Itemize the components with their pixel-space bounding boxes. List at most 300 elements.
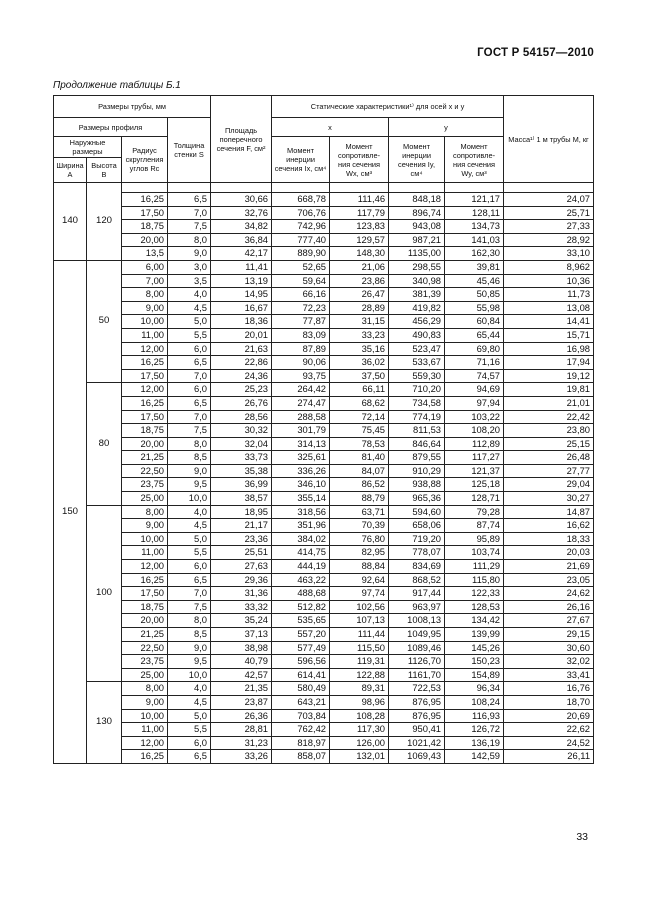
wy-cell: 117,27 [445, 451, 504, 465]
area-cell: 32,76 [211, 206, 272, 220]
table-row [54, 505, 594, 519]
wx-cell: 75,45 [330, 424, 389, 438]
mass-cell: 8,962 [504, 260, 594, 274]
mass-cell: 32,02 [504, 655, 594, 669]
area-cell: 33,73 [211, 451, 272, 465]
mass-cell: 14,87 [504, 505, 594, 519]
mass-cell: 16,76 [504, 682, 594, 696]
ix-cell: 77,87 [272, 315, 330, 329]
wall-cell: 8,5 [168, 451, 211, 465]
table-row [54, 668, 594, 682]
wy-cell: 111,29 [445, 560, 504, 574]
pipe-dims-header: Размеры трубы, мм [54, 96, 211, 118]
wx-cell: 70,39 [330, 519, 389, 533]
iy-cell: 298,55 [389, 260, 445, 274]
mass-cell: 13,08 [504, 301, 594, 315]
table-row [54, 369, 594, 383]
table-row [54, 342, 594, 356]
wy-cell: 115,80 [445, 573, 504, 587]
iy-cell: 594,60 [389, 505, 445, 519]
wall-cell: 5,5 [168, 546, 211, 560]
wy-cell: 60,84 [445, 315, 504, 329]
iy-cell: 965,36 [389, 492, 445, 506]
area-cell: 23,87 [211, 695, 272, 709]
table-row [54, 532, 594, 546]
mass-cell: 18,70 [504, 695, 594, 709]
ix-cell: 596,56 [272, 655, 330, 669]
ix-cell: 318,56 [272, 505, 330, 519]
wx-cell: 63,71 [330, 505, 389, 519]
table-row [54, 546, 594, 560]
iy-cell: 559,30 [389, 369, 445, 383]
mass-cell: 25,71 [504, 206, 594, 220]
wall-cell: 7,5 [168, 424, 211, 438]
wall-cell: 7,0 [168, 587, 211, 601]
iy-cell: 381,39 [389, 288, 445, 302]
wall-cell: 7,5 [168, 220, 211, 234]
radius-cell: 18,75 [122, 220, 168, 234]
wy-cell: 128,71 [445, 492, 504, 506]
wy-cell: 134,73 [445, 220, 504, 234]
radius-cell: 9,00 [122, 519, 168, 533]
height-header: Высота B [87, 158, 122, 183]
wall-cell: 6,5 [168, 396, 211, 410]
radius-cell: 23,75 [122, 478, 168, 492]
mass-cell: 24,52 [504, 736, 594, 750]
table-row [54, 600, 594, 614]
iy-cell: 710,20 [389, 383, 445, 397]
radius-cell: 9,00 [122, 301, 168, 315]
wx-cell: 31,15 [330, 315, 389, 329]
mass-cell: 30,27 [504, 492, 594, 506]
wy-cell: 39,81 [445, 260, 504, 274]
iy-cell: 340,98 [389, 274, 445, 288]
wall-cell: 9,0 [168, 464, 211, 478]
table-row [54, 709, 594, 723]
wall-cell: 7,5 [168, 600, 211, 614]
table-caption: Продолжение таблицы Б.1 [53, 80, 181, 91]
ix-cell: 488,68 [272, 587, 330, 601]
wy-cell: 87,74 [445, 519, 504, 533]
standard-number: ГОСТ Р 54157—2010 [477, 47, 594, 59]
wall-cell: 6,5 [168, 573, 211, 587]
iy-cell: 950,41 [389, 723, 445, 737]
iy-cell: 778,07 [389, 546, 445, 560]
iy-cell: 1161,70 [389, 668, 445, 682]
table-row [54, 736, 594, 750]
wall-cell: 8,0 [168, 233, 211, 247]
table-row [54, 424, 594, 438]
wall-cell: 5,0 [168, 532, 211, 546]
wall-cell: 4,0 [168, 505, 211, 519]
table-row [54, 655, 594, 669]
area-cell: 36,84 [211, 233, 272, 247]
wy-cell: 125,18 [445, 478, 504, 492]
area-cell: 33,32 [211, 600, 272, 614]
empty-cell [272, 183, 330, 193]
wy-cell: 162,30 [445, 247, 504, 261]
wy-cell: 71,16 [445, 356, 504, 370]
wx-cell: 68,62 [330, 396, 389, 410]
mass-cell: 27,67 [504, 614, 594, 628]
ix-cell: 325,61 [272, 451, 330, 465]
area-cell: 23,36 [211, 532, 272, 546]
wall-cell: 8,5 [168, 628, 211, 642]
iy-cell: 1069,43 [389, 750, 445, 764]
radius-cell: 20,00 [122, 437, 168, 451]
area-cell: 31,36 [211, 587, 272, 601]
wx-cell: 37,50 [330, 369, 389, 383]
wy-cell: 96,34 [445, 682, 504, 696]
ix-cell: 643,21 [272, 695, 330, 709]
radius-cell: 25,00 [122, 668, 168, 682]
ix-cell: 444,19 [272, 560, 330, 574]
profile-dims-header: Размеры профиля [54, 118, 168, 137]
radius-cell: 12,00 [122, 560, 168, 574]
iy-cell: 774,19 [389, 410, 445, 424]
area-cell: 37,13 [211, 628, 272, 642]
wy-cell: 145,26 [445, 641, 504, 655]
iy-cell: 1008,13 [389, 614, 445, 628]
wx-cell: 92,64 [330, 573, 389, 587]
ix-cell: 742,96 [272, 220, 330, 234]
mass-cell: 23,05 [504, 573, 594, 587]
ix-cell: 580,49 [272, 682, 330, 696]
wy-cell: 45,46 [445, 274, 504, 288]
radius-cell: 17,50 [122, 369, 168, 383]
radius-cell: 23,75 [122, 655, 168, 669]
ix-cell: 762,42 [272, 723, 330, 737]
wx-cell: 122,88 [330, 668, 389, 682]
ix-cell: 83,09 [272, 328, 330, 342]
area-cell: 28,56 [211, 410, 272, 424]
radius-cell: 16,25 [122, 396, 168, 410]
wall-cell: 4,0 [168, 682, 211, 696]
properties-table [53, 95, 594, 764]
radius-cell: 7,00 [122, 274, 168, 288]
area-cell: 13,19 [211, 274, 272, 288]
area-cell: 38,57 [211, 492, 272, 506]
area-cell: 35,24 [211, 614, 272, 628]
mass-cell: 27,33 [504, 220, 594, 234]
empty-cell [330, 183, 389, 193]
wy-cell: 128,11 [445, 206, 504, 220]
iy-header: Момент инерции сечения Iy, см⁴ [389, 137, 445, 183]
height-cell: 130 [87, 682, 122, 764]
ix-cell: 336,26 [272, 464, 330, 478]
table-row [54, 478, 594, 492]
radius-cell: 11,00 [122, 328, 168, 342]
radius-cell: 10,00 [122, 532, 168, 546]
ix-cell: 777,40 [272, 233, 330, 247]
ix-cell: 535,65 [272, 614, 330, 628]
ix-cell: 87,89 [272, 342, 330, 356]
empty-cell [122, 183, 168, 193]
wx-cell: 89,31 [330, 682, 389, 696]
area-cell: 21,35 [211, 682, 272, 696]
wy-cell: 128,53 [445, 600, 504, 614]
wall-cell: 5,5 [168, 723, 211, 737]
wx-cell: 23,86 [330, 274, 389, 288]
ix-cell: 66,16 [272, 288, 330, 302]
wy-cell: 108,20 [445, 424, 504, 438]
wy-cell: 94,69 [445, 383, 504, 397]
wall-cell: 4,0 [168, 288, 211, 302]
ix-cell: 463,22 [272, 573, 330, 587]
radius-cell: 17,50 [122, 587, 168, 601]
table-row [54, 492, 594, 506]
wall-cell: 5,0 [168, 315, 211, 329]
area-cell: 31,23 [211, 736, 272, 750]
radius-cell: 8,00 [122, 505, 168, 519]
table-row [54, 587, 594, 601]
radius-cell: 12,00 [122, 383, 168, 397]
ix-cell: 512,82 [272, 600, 330, 614]
ix-cell: 314,13 [272, 437, 330, 451]
ix-cell: 858,07 [272, 750, 330, 764]
wx-cell: 117,30 [330, 723, 389, 737]
radius-cell: 8,00 [122, 682, 168, 696]
wall-header: Толщина стенки S [168, 118, 211, 183]
iy-cell: 876,95 [389, 709, 445, 723]
table-row [54, 260, 594, 274]
wx-cell: 81,40 [330, 451, 389, 465]
width-header: Ширина A [54, 158, 87, 183]
table-row [54, 750, 594, 764]
wx-cell: 21,06 [330, 260, 389, 274]
wall-cell: 4,5 [168, 301, 211, 315]
iy-cell: 938,88 [389, 478, 445, 492]
radius-cell: 11,00 [122, 546, 168, 560]
ix-cell: 414,75 [272, 546, 330, 560]
wx-cell: 115,50 [330, 641, 389, 655]
wx-cell: 33,23 [330, 328, 389, 342]
radius-cell: 21,25 [122, 628, 168, 642]
wy-cell: 112,89 [445, 437, 504, 451]
wx-cell: 98,96 [330, 695, 389, 709]
area-cell: 14,95 [211, 288, 272, 302]
table-row [54, 328, 594, 342]
wall-cell: 9,0 [168, 247, 211, 261]
ix-cell: 351,96 [272, 519, 330, 533]
ix-cell: 288,58 [272, 410, 330, 424]
table-header [54, 96, 594, 183]
mass-cell: 24,62 [504, 587, 594, 601]
empty-cell [504, 183, 594, 193]
area-cell: 32,04 [211, 437, 272, 451]
wx-cell: 84,07 [330, 464, 389, 478]
iy-cell: 987,21 [389, 233, 445, 247]
wall-cell: 8,0 [168, 437, 211, 451]
radius-cell: 12,00 [122, 342, 168, 356]
iy-cell: 1126,70 [389, 655, 445, 669]
wx-cell: 35,16 [330, 342, 389, 356]
table-row [54, 315, 594, 329]
mass-cell: 33,10 [504, 247, 594, 261]
wx-cell: 132,01 [330, 750, 389, 764]
wall-cell: 6,5 [168, 193, 211, 207]
wy-cell: 142,59 [445, 750, 504, 764]
iy-cell: 1089,46 [389, 641, 445, 655]
wy-cell: 122,33 [445, 587, 504, 601]
wall-cell: 9,0 [168, 641, 211, 655]
table-row [54, 682, 594, 696]
wy-cell: 116,93 [445, 709, 504, 723]
mass-cell: 20,69 [504, 709, 594, 723]
radius-cell: 16,25 [122, 356, 168, 370]
area-cell: 18,95 [211, 505, 272, 519]
wx-cell: 111,44 [330, 628, 389, 642]
ix-cell: 706,76 [272, 206, 330, 220]
radius-cell: 20,00 [122, 614, 168, 628]
wall-cell: 3,0 [168, 260, 211, 274]
table-row [54, 383, 594, 397]
mass-cell: 10,36 [504, 274, 594, 288]
iy-cell: 1135,00 [389, 247, 445, 261]
iy-cell: 963,97 [389, 600, 445, 614]
table-row [54, 233, 594, 247]
area-cell: 11,41 [211, 260, 272, 274]
wy-cell: 50,85 [445, 288, 504, 302]
mass-cell: 21,69 [504, 560, 594, 574]
wall-cell: 7,0 [168, 206, 211, 220]
wx-cell: 86,52 [330, 478, 389, 492]
mass-cell: 28,92 [504, 233, 594, 247]
wy-cell: 134,42 [445, 614, 504, 628]
width-cell: 140 [54, 183, 87, 261]
wx-cell: 26,47 [330, 288, 389, 302]
area-cell: 26,36 [211, 709, 272, 723]
iy-cell: 879,55 [389, 451, 445, 465]
radius-cell: 8,00 [122, 288, 168, 302]
wall-cell: 10,0 [168, 668, 211, 682]
wx-cell: 102,56 [330, 600, 389, 614]
mass-cell: 26,16 [504, 600, 594, 614]
area-cell: 40,79 [211, 655, 272, 669]
ix-cell: 557,20 [272, 628, 330, 642]
wy-cell: 103,74 [445, 546, 504, 560]
area-cell: 42,57 [211, 668, 272, 682]
table-row [54, 641, 594, 655]
iy-cell: 896,74 [389, 206, 445, 220]
area-cell: 25,51 [211, 546, 272, 560]
ix-cell: 355,14 [272, 492, 330, 506]
wy-cell: 103,22 [445, 410, 504, 424]
iy-cell: 456,29 [389, 315, 445, 329]
mass-header: Масса¹⁾ 1 м трубы M, кг [504, 96, 594, 183]
table-row [54, 723, 594, 737]
table-row [54, 274, 594, 288]
iy-cell: 876,95 [389, 695, 445, 709]
wall-cell: 5,5 [168, 328, 211, 342]
ix-cell: 90,06 [272, 356, 330, 370]
area-cell: 21,17 [211, 519, 272, 533]
mass-cell: 30,60 [504, 641, 594, 655]
radius-cell: 22,50 [122, 464, 168, 478]
radius-cell: 13,5 [122, 247, 168, 261]
iy-cell: 834,69 [389, 560, 445, 574]
table-row [54, 396, 594, 410]
table-row [54, 451, 594, 465]
wy-cell: 121,37 [445, 464, 504, 478]
iy-cell: 1021,42 [389, 736, 445, 750]
area-cell: 21,63 [211, 342, 272, 356]
wall-cell: 9,5 [168, 655, 211, 669]
radius-cell: 18,75 [122, 600, 168, 614]
ix-cell: 346,10 [272, 478, 330, 492]
area-cell: 29,36 [211, 573, 272, 587]
radius-cell: 10,00 [122, 315, 168, 329]
area-header: Площадь поперечного сечения F, см² [211, 96, 272, 183]
mass-cell: 33,41 [504, 668, 594, 682]
mass-cell: 16,98 [504, 342, 594, 356]
area-cell: 34,82 [211, 220, 272, 234]
ix-cell: 59,64 [272, 274, 330, 288]
area-cell: 25,23 [211, 383, 272, 397]
ix-cell: 577,49 [272, 641, 330, 655]
radius-cell: 17,50 [122, 410, 168, 424]
wall-cell: 4,5 [168, 695, 211, 709]
height-cell: 80 [87, 383, 122, 505]
iy-cell: 943,08 [389, 220, 445, 234]
mass-cell: 25,15 [504, 437, 594, 451]
radius-cell: 20,00 [122, 233, 168, 247]
empty-cell [211, 183, 272, 193]
radius-cell: 9,00 [122, 695, 168, 709]
iy-cell: 658,06 [389, 519, 445, 533]
wall-cell: 6,0 [168, 342, 211, 356]
radius-cell: 25,00 [122, 492, 168, 506]
radius-cell: 21,25 [122, 451, 168, 465]
wy-cell: 55,98 [445, 301, 504, 315]
wy-header: Момент сопротивле-ния сечения Wy, см³ [445, 137, 504, 183]
table-row [54, 206, 594, 220]
iy-cell: 848,18 [389, 193, 445, 207]
area-cell: 30,32 [211, 424, 272, 438]
wx-cell: 108,28 [330, 709, 389, 723]
area-cell: 16,67 [211, 301, 272, 315]
iy-cell: 533,67 [389, 356, 445, 370]
wy-cell: 97,94 [445, 396, 504, 410]
ix-cell: 384,02 [272, 532, 330, 546]
radius-cell: 22,50 [122, 641, 168, 655]
wall-cell: 4,5 [168, 519, 211, 533]
static-header: Статические характеристики¹⁾ для осей x и y [272, 96, 504, 118]
mass-cell: 22,62 [504, 723, 594, 737]
iy-cell: 868,52 [389, 573, 445, 587]
iy-cell: 523,47 [389, 342, 445, 356]
wx-cell: 88,84 [330, 560, 389, 574]
table-row [54, 464, 594, 478]
wy-cell: 136,19 [445, 736, 504, 750]
table-row [54, 356, 594, 370]
ix-cell: 889,90 [272, 247, 330, 261]
wx-cell: 126,00 [330, 736, 389, 750]
empty-cell [168, 183, 211, 193]
wx-cell: 28,89 [330, 301, 389, 315]
mass-cell: 18,33 [504, 532, 594, 546]
mass-cell: 29,04 [504, 478, 594, 492]
wx-cell: 111,46 [330, 193, 389, 207]
wy-cell: 139,99 [445, 628, 504, 642]
wx-cell: 129,57 [330, 233, 389, 247]
wall-cell: 6,5 [168, 750, 211, 764]
wy-cell: 95,89 [445, 532, 504, 546]
wy-cell: 154,89 [445, 668, 504, 682]
wall-cell: 6,0 [168, 560, 211, 574]
wy-cell: 121,17 [445, 193, 504, 207]
wx-cell: 76,80 [330, 532, 389, 546]
